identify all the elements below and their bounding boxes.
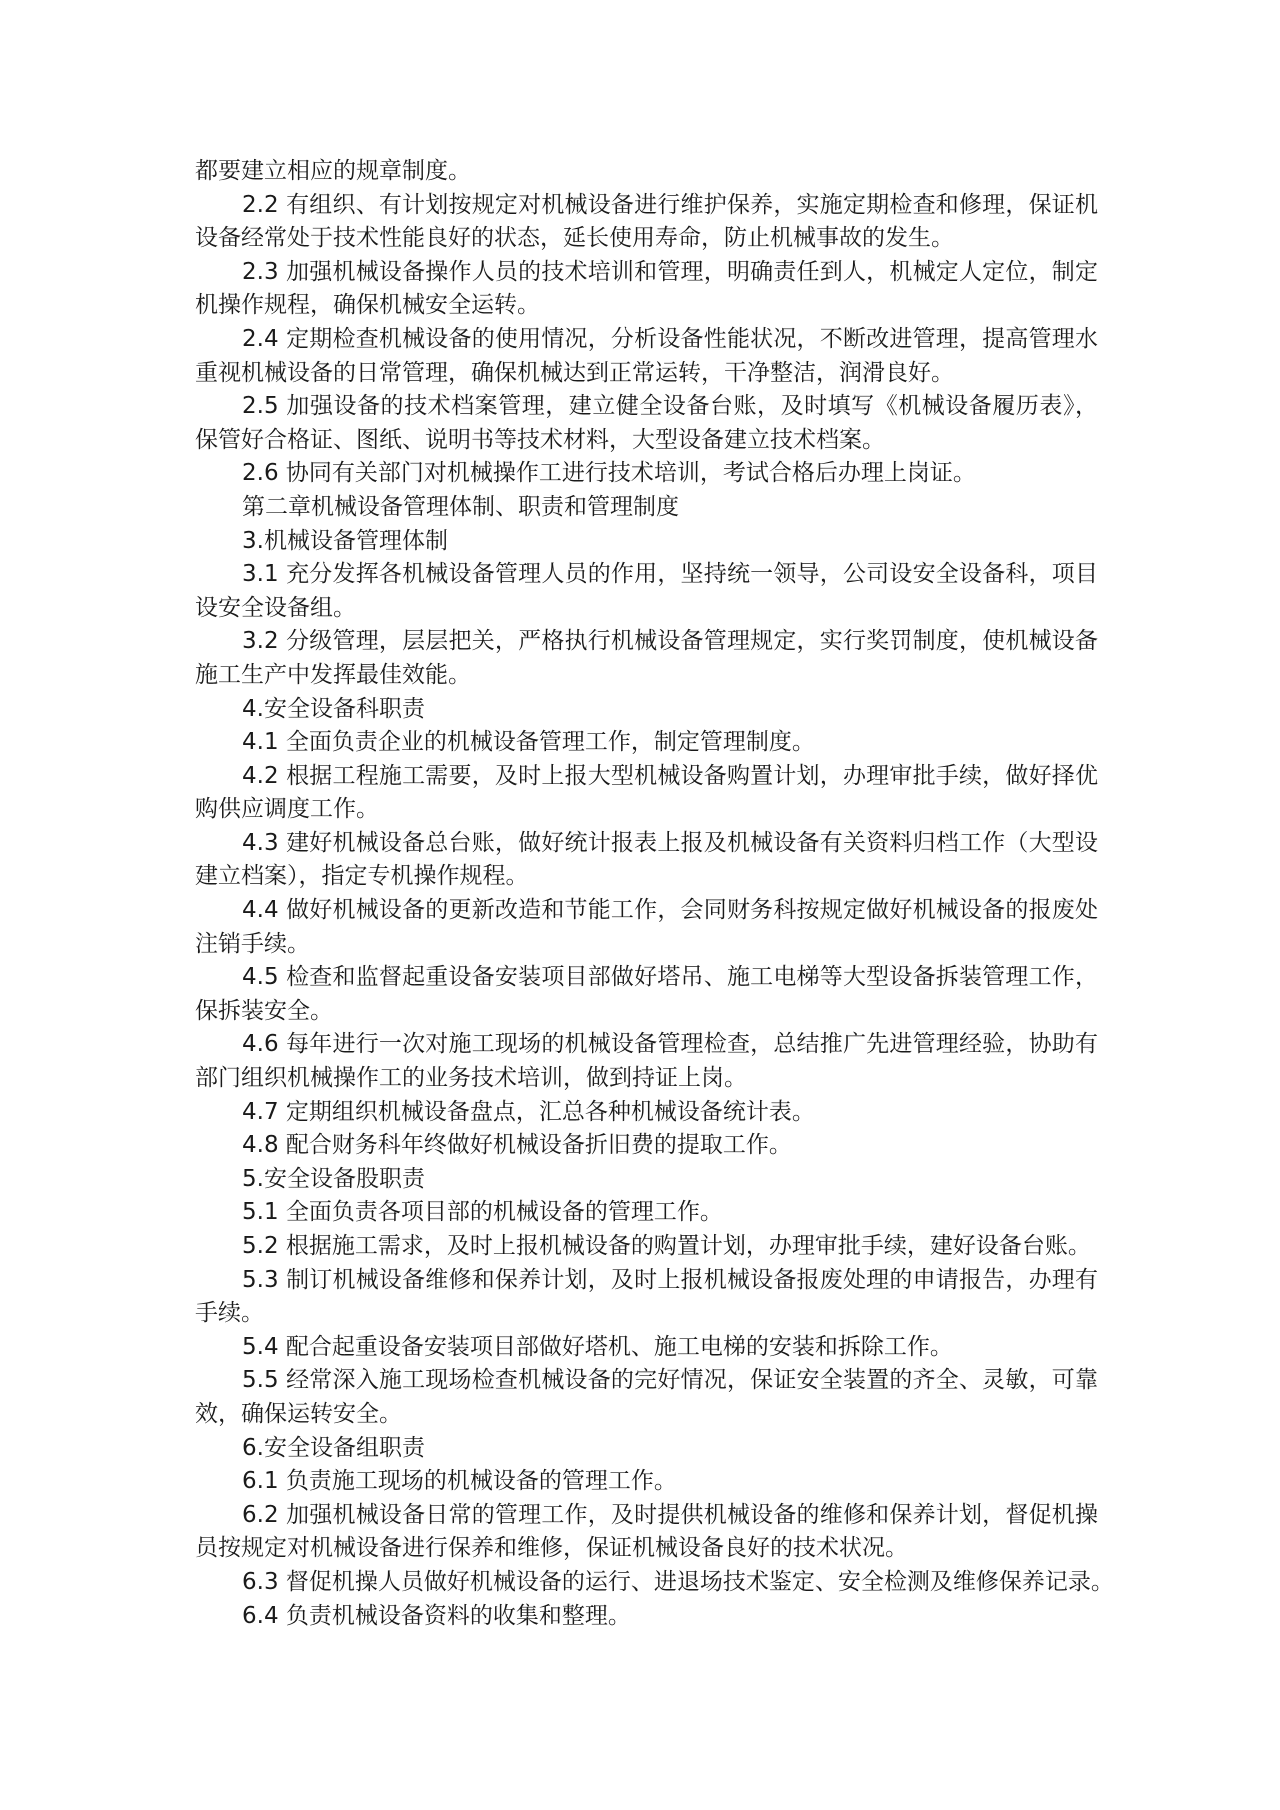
- text-line: 4.7 定期组织机械设备盘点，汇总各种机械设备统计表。: [242, 1098, 815, 1125]
- paragraph: [195, 1566, 1114, 1600]
- text-line: 5.1 全面负责各项目部的机械设备的管理工作。: [242, 1199, 723, 1226]
- text-line: 效，确保运转安全。: [195, 1400, 402, 1427]
- paragraph: [195, 693, 1098, 727]
- text-line: 4.安全设备科职责: [242, 695, 425, 722]
- paragraph: [195, 1432, 1098, 1466]
- text-line: 员按规定对机械设备进行保养和维修，保证机械设备良好的技术状况。: [195, 1535, 908, 1562]
- text-line: 设安全设备组。: [195, 594, 356, 621]
- text-line: 5.安全设备股职责: [242, 1165, 425, 1192]
- text-line: 4.6 每年进行一次对施工现场的机械设备管理检查，总结推广先进管理经验，协助有: [242, 1031, 1098, 1058]
- paragraph: [195, 1163, 1098, 1197]
- paragraph: [195, 323, 1098, 390]
- text-line: 4.4 做好机械设备的更新改造和节能工作，会同财务科按规定做好机械设备的报废处: [242, 897, 1098, 924]
- text-line: 3.机械设备管理体制: [242, 527, 448, 554]
- text-line: 施工生产中发挥最佳效能。: [195, 661, 471, 688]
- text-line: 5.4 配合起重设备安装项目部做好塔机、施工电梯的安装和拆除工作。: [242, 1333, 953, 1360]
- text-line: 4.1 全面负责企业的机械设备管理工作，制定管理制度。: [242, 729, 815, 756]
- paragraph: [195, 894, 1098, 961]
- paragraph: [195, 256, 1098, 323]
- paragraph: [195, 1196, 1098, 1230]
- text-line: 5.2 根据施工需求，及时上报机械设备的购置计划，办理审批手续，建好设备台账。: [242, 1233, 1091, 1259]
- text-line: 2.6 协同有关部门对机械操作工进行技术培训，考试合格后办理上岗证。: [242, 460, 976, 487]
- text-line: 5.3 制订机械设备维修和保养计划，及时上报机械设备报废处理的申请报告，办理有: [242, 1266, 1098, 1293]
- paragraph: [195, 491, 1098, 525]
- text-line: 保拆装安全。: [195, 997, 333, 1024]
- text-line: 6.2 加强机械设备日常的管理工作，及时提供机械设备的维修和保养计划，督促机操: [242, 1501, 1098, 1528]
- paragraph: [195, 1230, 1098, 1264]
- text-line: 6.3 督促机操人员做好机械设备的运行、进退场技术鉴定、安全检测及维修保养记录。: [242, 1568, 1114, 1595]
- paragraph: [195, 1499, 1098, 1566]
- text-line: 4.8 配合财务科年终做好机械设备折旧费的提取工作。: [242, 1132, 792, 1159]
- text-line: 5.5 经常深入施工现场检查机械设备的完好情况，保证安全装置的齐全、灵敏，可靠: [242, 1367, 1098, 1394]
- paragraph: [195, 726, 1098, 760]
- text-line: 3.2 分级管理，层层把关，严格执行机械设备管理规定，实行奖罚制度，使机械设备: [242, 628, 1098, 655]
- paragraph: [195, 1129, 1098, 1163]
- text-line: 4.3 建好机械设备总台账，做好统计报表上报及机械设备有关资料归档工作（大型设: [242, 829, 1098, 856]
- text-line: 注销手续。: [195, 930, 310, 957]
- paragraph: [195, 390, 1098, 457]
- text-line: 部门组织机械操作工的业务技术培训，做到持证上岗。: [195, 1065, 747, 1092]
- document-body: [195, 155, 1114, 1633]
- text-line: 机操作规程，确保机械安全运转。: [195, 292, 540, 319]
- paragraph: [195, 1331, 1098, 1365]
- paragraph: [195, 189, 1098, 256]
- text-line: 4.2 根据工程施工需要，及时上报大型机械设备购置计划，办理审批手续，做好择优: [242, 762, 1098, 789]
- text-line: 2.3 加强机械设备操作人员的技术培训和管理，明确责任到人，机械定人定位，制定: [242, 258, 1098, 285]
- text-line: 2.5 加强设备的技术档案管理，建立健全设备台账，及时填写《机械设备履历表》，: [242, 393, 1098, 420]
- text-line: 4.5 检查和监督起重设备安装项目部做好塔吊、施工电梯等大型设备拆装管理工作，: [242, 964, 1098, 991]
- text-line: 6.4 负责机械设备资料的收集和整理。: [242, 1602, 631, 1629]
- paragraph: [195, 1096, 1098, 1130]
- paragraph: [195, 961, 1098, 1028]
- text-line: 第二章机械设备管理体制、职责和管理制度: [242, 493, 679, 520]
- paragraph: [195, 1465, 1098, 1499]
- paragraph: [195, 760, 1098, 827]
- text-line: 保管好合格证、图纸、说明书等技术材料，大型设备建立技术档案。: [195, 426, 885, 453]
- text-line: 重视机械设备的日常管理，确保机械达到正常运转，干净整洁，润滑良好。: [195, 359, 954, 386]
- paragraph: [195, 1600, 1098, 1634]
- paragraph: [195, 155, 1098, 189]
- text-line: 手续。: [195, 1300, 264, 1327]
- text-line: 6.安全设备组职责: [242, 1434, 425, 1461]
- paragraph: [195, 525, 1098, 559]
- paragraph: [195, 558, 1098, 625]
- paragraph: [195, 625, 1098, 692]
- paragraph: [195, 827, 1098, 894]
- paragraph: [195, 457, 1098, 491]
- text-line: 建立档案），指定专机操作规程。: [195, 863, 529, 890]
- paragraph: [195, 1028, 1098, 1095]
- text-line: 都要建立相应的规章制度。: [195, 158, 471, 184]
- text-line: 购供应调度工作。: [195, 796, 379, 823]
- text-line: 设备经常处于技术性能良好的状态，延长使用寿命，防止机械事故的发生。: [195, 225, 954, 252]
- paragraph: [195, 1264, 1098, 1331]
- text-line: 2.4 定期检查机械设备的使用情况，分析设备性能状况，不断改进管理，提高管理水: [242, 325, 1098, 352]
- text-line: 2.2 有组织、有计划按规定对机械设备进行维护保养，实施定期检查和修理，保证机: [242, 191, 1098, 218]
- text-line: 6.1 负责施工现场的机械设备的管理工作。: [242, 1468, 677, 1495]
- paragraph: [195, 1364, 1098, 1431]
- text-line: 3.1 充分发挥各机械设备管理人员的作用，坚持统一领导，公司设安全设备科，项目: [242, 561, 1098, 588]
